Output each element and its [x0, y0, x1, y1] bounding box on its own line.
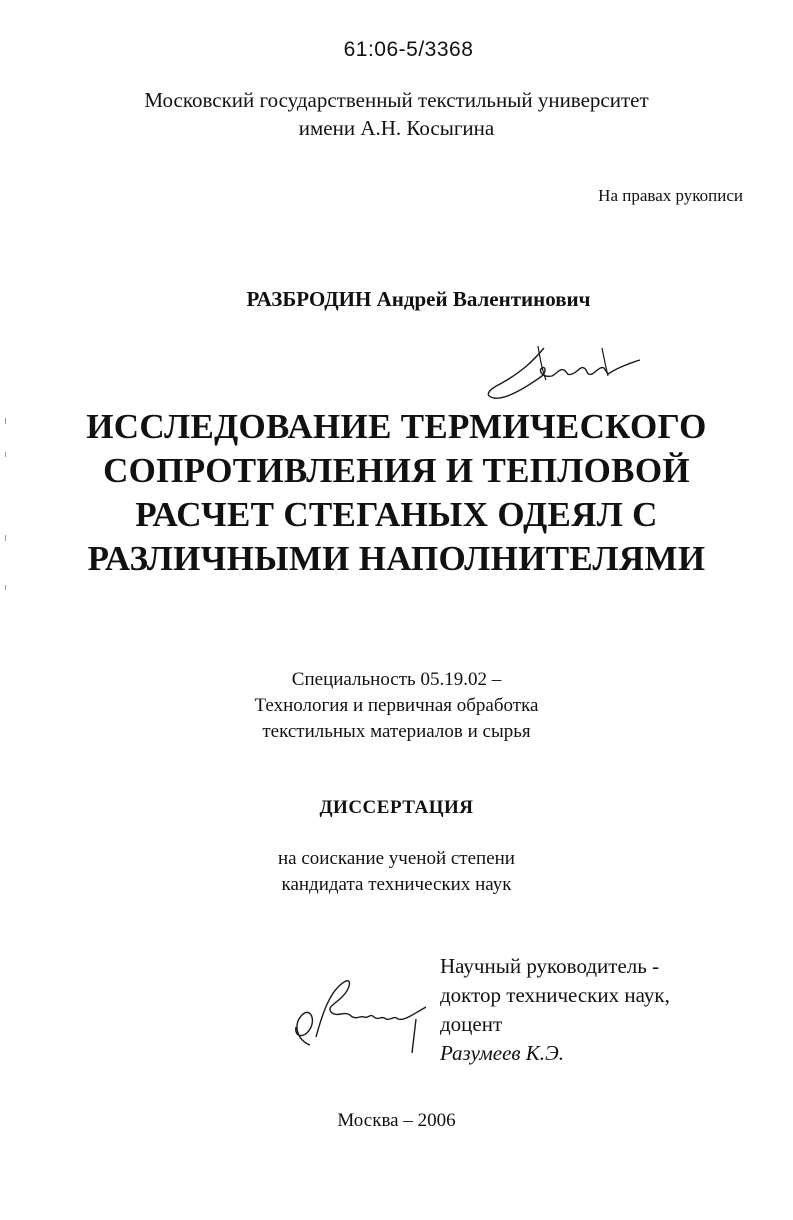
university-line-1: Московский государственный текстильный университет — [144, 88, 649, 112]
specialty-line-3: текстильных материалов и сырья — [262, 721, 531, 742]
title-line-2: СОПРОТИВЛЕНИЯ И ТЕПЛОВОЙ — [103, 451, 690, 490]
specialty-block — [0, 667, 793, 745]
title-line-4: РАЗЛИЧНЫМИ НАПОЛНИТЕЛЯМИ — [87, 539, 706, 578]
title-line-3: РАСЧЕТ СТЕГАНЫХ ОДЕЯЛ С — [135, 495, 658, 534]
advisor-degree: доктор технических наук, — [440, 983, 670, 1007]
margin-mark — [5, 535, 6, 541]
degree-line-2: кандидата технических наук — [281, 874, 512, 895]
specialty-line-2: Технология и первичная обработка — [254, 695, 539, 716]
advisor-signature — [280, 975, 435, 1060]
specialty-line-1: Специальность 05.19.02 – — [291, 669, 502, 690]
archive-code: 61:06-5/3368 — [343, 38, 474, 61]
city-year: Москва – 2006 — [337, 1110, 456, 1131]
document-type: ДИССЕРТАЦИЯ — [319, 797, 474, 818]
title-line-1: ИССЛЕДОВАНИЕ ТЕРМИЧЕСКОГО — [86, 407, 707, 446]
university-line-2: имени А.Н. Косыгина — [298, 116, 495, 140]
manuscript-note: На правах рукописи — [598, 186, 743, 205]
advisor-role: Научный руководитель - — [440, 954, 660, 978]
author-signature — [482, 340, 642, 402]
advisor-rank: доцент — [440, 1012, 503, 1036]
degree-line-1: на соискание ученой степени — [278, 848, 515, 869]
dissertation-title — [0, 405, 793, 581]
advisor-name: Разумеев К.Э. — [440, 1041, 564, 1065]
margin-mark — [5, 452, 6, 457]
margin-mark — [5, 418, 6, 424]
author-name: РАЗБРОДИН Андрей Валентинович — [246, 287, 591, 311]
university-name — [0, 86, 793, 142]
margin-mark — [5, 585, 6, 590]
advisor-block — [440, 952, 670, 1068]
degree-block — [0, 846, 793, 898]
